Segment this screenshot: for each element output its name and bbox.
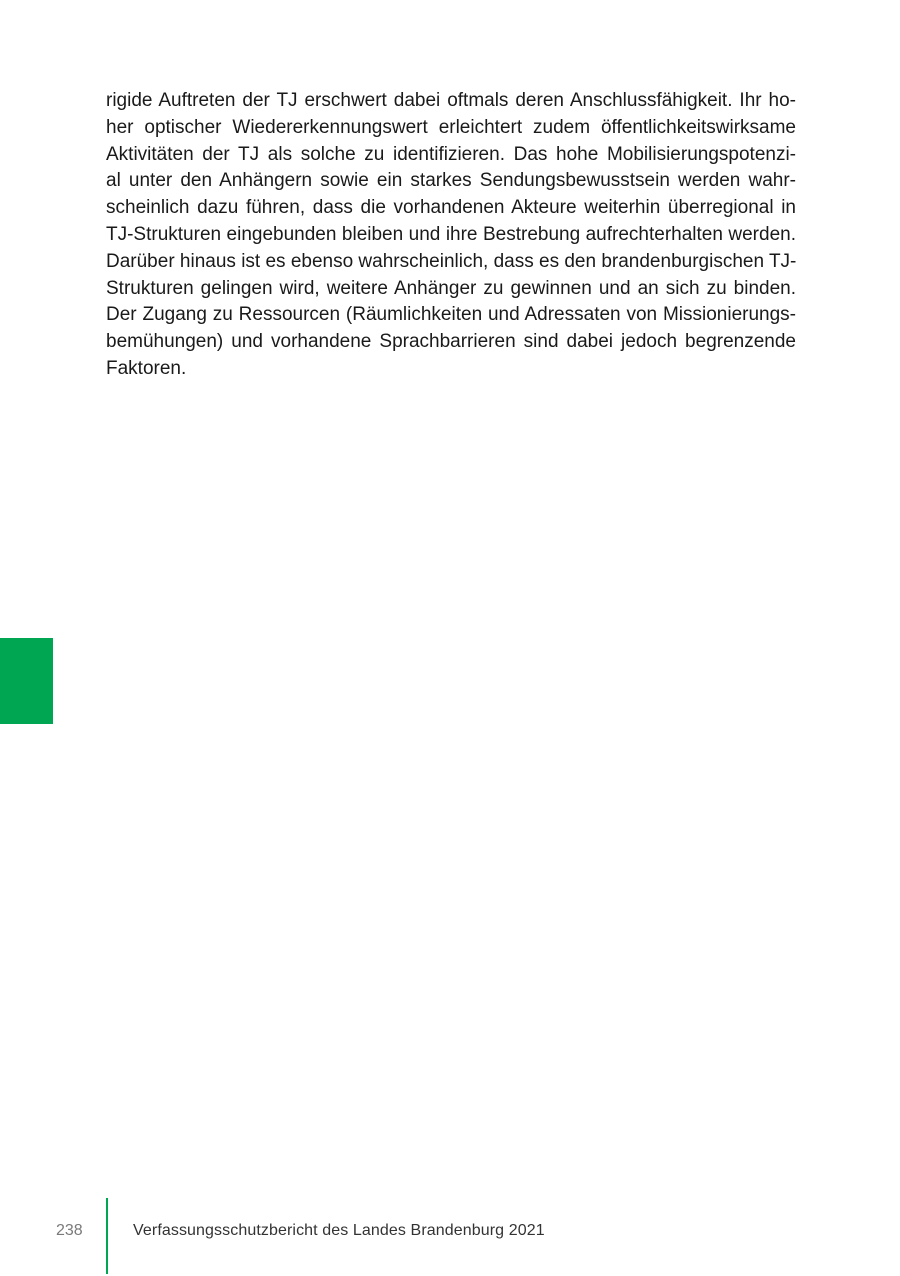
text-line: Der Zugang zu Ressourcen (Räumlichkeiten und Adressaten von Missionierungs-	[106, 304, 796, 326]
text-line: TJ-Strukturen eingebunden bleiben und ihre Bestrebung aufrechterhalten werden.	[106, 223, 796, 245]
text-line: bemühungen) und vorhandene Sprachbarrieren sind dabei jedoch begrenzende	[106, 331, 796, 353]
text-line: al unter den Anhängern sowie ein starkes Sendungsbewusstsein werden wahr-	[106, 170, 796, 192]
text-line: her optischer Wiedererkennungswert erleichtert zudem öffentlichkeitswirksame	[106, 116, 796, 138]
footer-divider	[106, 1198, 108, 1274]
footer-title: Verfassungsschutzbericht des Landes Brandenburg 2021	[133, 1222, 545, 1239]
text-line: Aktivitäten der TJ als solche zu identifizieren. Das hohe Mobilisierungspotenzi-	[106, 143, 796, 165]
text-line: Darüber hinaus ist es ebenso wahrscheinlich, dass es den brandenburgischen TJ-	[106, 250, 797, 272]
text-line: Strukturen gelingen wird, weitere Anhänger zu gewinnen und an sich zu binden.	[106, 277, 796, 299]
text-line: rigide Auftreten der TJ erschwert dabei oftmals deren Anschlussfähigkeit. Ihr ho-	[106, 90, 796, 111]
body-paragraph	[106, 88, 796, 383]
page-number: 238	[56, 1222, 83, 1239]
text-line: Faktoren.	[106, 357, 187, 379]
chapter-marker-tab	[0, 638, 53, 724]
text-line: scheinlich dazu führen, dass die vorhandenen Akteure weiterhin überregional in	[106, 197, 796, 219]
